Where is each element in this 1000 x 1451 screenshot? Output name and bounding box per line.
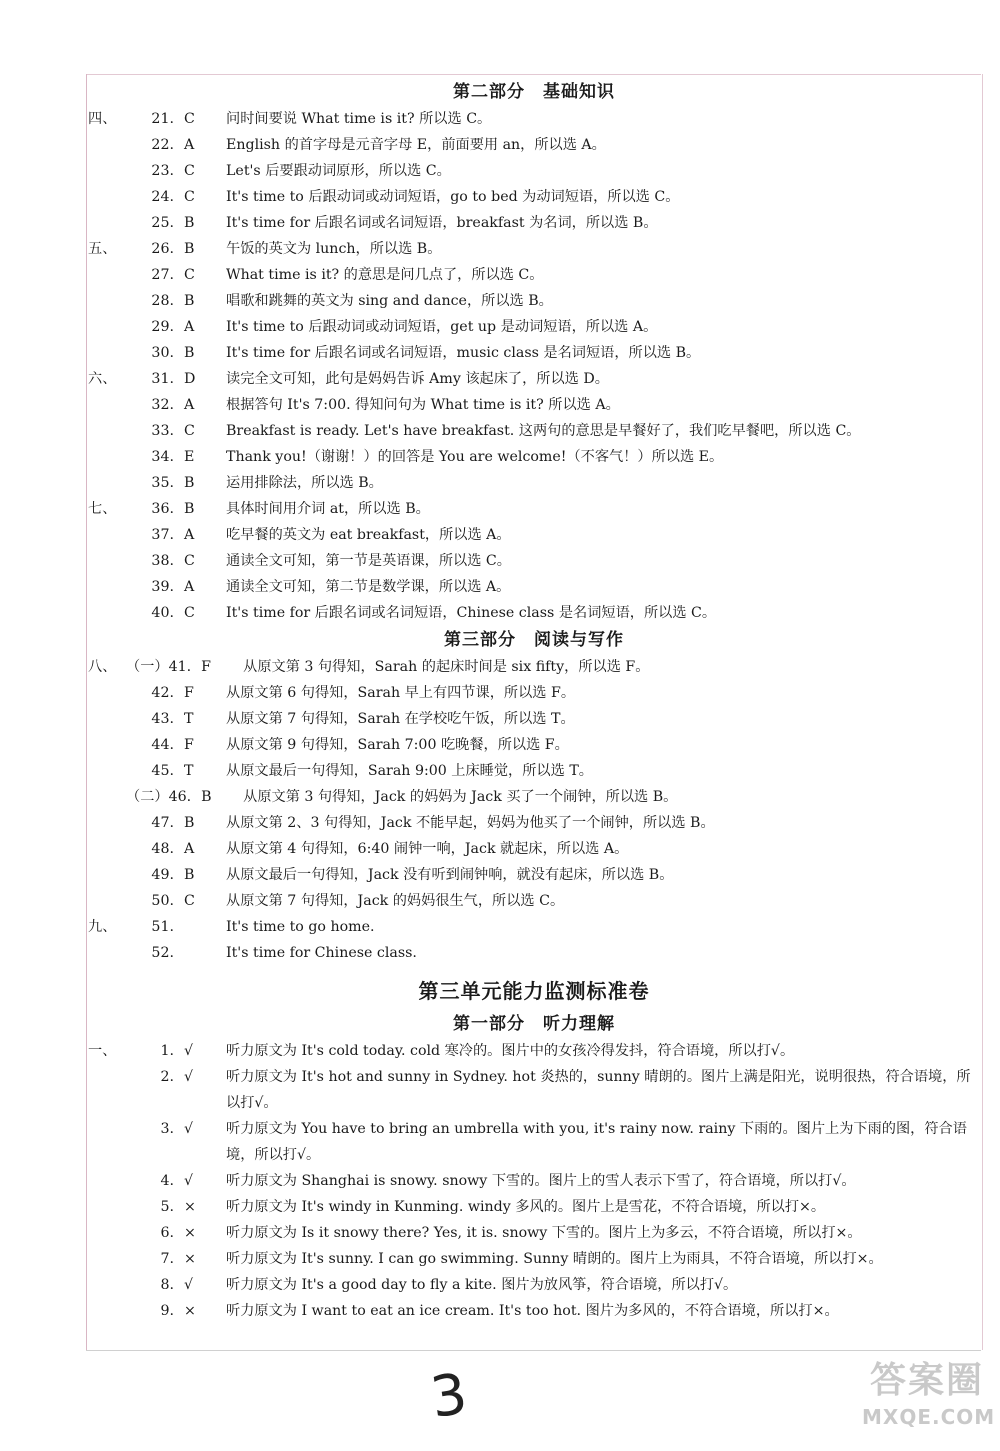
answer-row (88, 1168, 980, 1194)
question-number: 28. (151, 293, 174, 309)
question-number: 35. (151, 475, 174, 491)
answer-letter: B (184, 867, 195, 883)
explanation-text: 从原文第 7 句得知，Sarah 在学校吃午饭，所以选 T。 (226, 711, 575, 727)
explanation-text: 从原文第 3 句得知，Jack 的妈妈为 Jack 买了一个闹钟，所以选 B。 (243, 789, 678, 805)
section-label: 六、 (88, 371, 117, 387)
answer-row (88, 262, 980, 288)
answer-letter: F (184, 685, 194, 701)
answer-letter: C (184, 605, 195, 621)
question-number: 6. (160, 1225, 174, 1241)
answer-row (88, 1038, 980, 1064)
question-number: 26. (151, 241, 174, 257)
answer-row (88, 810, 980, 836)
answer-letter: × (184, 1199, 196, 1215)
answer-row (88, 366, 980, 392)
answer-letter: A (184, 397, 195, 413)
watermark-url: MXQE.COM (862, 1405, 996, 1429)
question-number: 24. (151, 189, 174, 205)
explanation-text: 听力原文为 You have to bring an umbrella with you, it's rainy now. rainy 下雨的。图片上为下雨的图，符合语境，所以打√。 (226, 1121, 967, 1163)
answer-row (88, 1272, 980, 1298)
answer-letter: B (184, 501, 195, 517)
question-number: 34. (151, 449, 174, 465)
answer-content (88, 78, 980, 1324)
question-number: 22. (151, 137, 174, 153)
watermark-logo (862, 1357, 996, 1443)
question-number: 43. (151, 711, 174, 727)
question-number: 51. (151, 919, 174, 935)
explanation-text: English 的首字母是元音字母 E，前面要用 an，所以选 A。 (226, 137, 606, 153)
question-number: 44. (151, 737, 174, 753)
answer-letter: A (184, 137, 195, 153)
question-number: 52. (151, 945, 174, 961)
question-number: 36. (151, 501, 174, 517)
answer-letter: E (184, 449, 195, 465)
answer-row (88, 940, 980, 966)
answer-row (88, 1116, 980, 1168)
watermark-text: 答案圈 (869, 1360, 984, 1401)
answer-row (88, 1298, 980, 1324)
answer-row (88, 914, 980, 940)
page-number: 3 (426, 1361, 472, 1431)
answer-letter: T (184, 763, 194, 779)
explanation-text: 听力原文为 It's sunny. I can go swimming. Sunny 晴朗的。图片上为雨具，不符合语境，所以打×。 (226, 1251, 883, 1267)
question-number: 8. (160, 1277, 174, 1293)
question-number: 42. (151, 685, 174, 701)
answer-letter: B (184, 293, 195, 309)
answer-row (88, 132, 980, 158)
answer-row (88, 340, 980, 366)
answer-letter: × (184, 1251, 196, 1267)
section-label: 五、 (88, 241, 117, 257)
answer-row (88, 1246, 980, 1272)
answer-letter: √ (184, 1043, 194, 1059)
answer-letter: T (184, 711, 194, 727)
answer-row (88, 522, 980, 548)
explanation-text: 从原文第 4 句得知，6:40 闹钟一响，Jack 就起床，所以选 A。 (226, 841, 629, 857)
question-number: 32. (151, 397, 174, 413)
question-number: 9. (160, 1303, 174, 1319)
answer-row (88, 106, 980, 132)
answer-row (88, 418, 980, 444)
answer-row (88, 836, 980, 862)
explanation-text: 从原文第 3 句得知，Sarah 的起床时间是 six fifty，所以选 F。 (243, 659, 650, 675)
answer-row (88, 654, 980, 680)
answer-row (88, 184, 980, 210)
answer-row (88, 1220, 980, 1246)
question-number: 31. (151, 371, 174, 387)
answer-letter: C (184, 553, 195, 569)
answer-row (88, 600, 980, 626)
answer-letter: A (184, 841, 195, 857)
section-label: 一、 (88, 1043, 117, 1059)
explanation-text: 从原文第 6 句得知，Sarah 早上有四节课，所以选 F。 (226, 685, 576, 701)
explanation-text: It's time to 后跟动词或动词短语，get up 是动词短语，所以选 A。 (226, 319, 658, 335)
section-label: 四、 (88, 111, 117, 127)
question-number: 27. (151, 267, 174, 283)
answer-row (88, 1064, 980, 1116)
answer-row (88, 288, 980, 314)
question-number: 38. (151, 553, 174, 569)
section-heading: 第三部分 阅读与写作 (444, 630, 624, 650)
explanation-text: 听力原文为 It's windy in Kunming. windy 多风的。图片上是雪花，不符合语境，所以打×。 (226, 1199, 826, 1215)
explanation-text: 根据答句 It's 7:00. 得知问句为 What time is it? 所以选 A。 (226, 397, 620, 413)
answer-row (88, 888, 980, 914)
question-number: 45. (151, 763, 174, 779)
answer-row (88, 314, 980, 340)
explanation-text: 通读全文可知，第一节是英语课，所以选 C。 (226, 553, 511, 569)
section-heading: 第二部分 基础知识 (453, 82, 615, 102)
explanation-text: 听力原文为 Shanghai is snowy. snowy 下雪的。图片上的雪人表示下雪了，符合语境，所以打√。 (226, 1173, 856, 1189)
question-number: 48. (151, 841, 174, 857)
answer-row (88, 680, 980, 706)
answer-row (88, 158, 980, 184)
answer-letter: B (184, 241, 195, 257)
answer-row (88, 496, 980, 522)
answer-letter: B (201, 789, 212, 805)
question-number: 50. (151, 893, 174, 909)
question-number: 3. (160, 1121, 174, 1137)
answer-row (88, 732, 980, 758)
question-number: 37. (151, 527, 174, 543)
explanation-text: 午饭的英文为 lunch，所以选 B。 (226, 241, 442, 257)
answer-letter: B (184, 815, 195, 831)
question-number: 47. (151, 815, 174, 831)
explanation-text: What time is it? 的意思是问几点了，所以选 C。 (226, 267, 544, 283)
question-number: （二）46. (126, 789, 192, 805)
answer-letter: × (184, 1303, 196, 1319)
section-label: 九、 (88, 919, 117, 935)
explanation-text: 听力原文为 It's hot and sunny in Sydney. hot 炎热的，sunny 晴朗的。图片上满是阳光，说明很热，符合语境，所以打√。 (226, 1069, 971, 1111)
answer-row (88, 444, 980, 470)
answer-row (88, 706, 980, 732)
answer-letter: × (184, 1225, 196, 1241)
answer-letter: C (184, 111, 195, 127)
question-number: 40. (151, 605, 174, 621)
answer-row (88, 784, 980, 810)
answer-row (88, 210, 980, 236)
answer-row (88, 862, 980, 888)
explanation-text: 问时间要说 What time is it? 所以选 C。 (226, 111, 492, 127)
explanation-text: It's time for 后跟名词或名词短语，music class 是名词短语，所以选 B。 (226, 345, 701, 361)
answer-letter: B (184, 475, 195, 491)
answer-letter: F (201, 659, 211, 675)
explanation-text: 通读全文可知，第二节是数学课，所以选 A。 (226, 579, 511, 595)
answer-letter: A (184, 579, 195, 595)
answer-letter: √ (184, 1121, 194, 1137)
answer-letter: D (184, 371, 196, 387)
question-number: 4. (160, 1173, 174, 1189)
page-frame-bottom (86, 1350, 981, 1351)
explanation-text: It's time for 后跟名词或名词短语，breakfast 为名词，所以选 B。 (226, 215, 658, 231)
answer-letter: √ (184, 1173, 194, 1189)
section-label: 七、 (88, 501, 117, 517)
section-label: 八、 (88, 659, 117, 675)
explanation-text: Let's 后要跟动词原形，所以选 C。 (226, 163, 451, 179)
question-number: 49. (151, 867, 174, 883)
explanation-text: 从原文最后一句得知，Sarah 9:00 上床睡觉，所以选 T。 (226, 763, 593, 779)
question-number: 33. (151, 423, 174, 439)
answer-letter: B (184, 215, 195, 231)
question-number: 23. (151, 163, 174, 179)
explanation-text: 听力原文为 It's cold today. cold 寒冷的。图片中的女孩冷得发抖，符合语境，所以打√。 (226, 1043, 795, 1059)
question-number: 7. (160, 1251, 174, 1267)
explanation-text: It's time to go home. (226, 919, 375, 935)
answer-letter: C (184, 189, 195, 205)
section-heading: 第一部分 听力理解 (453, 1014, 615, 1034)
answer-letter: B (184, 345, 195, 361)
answer-letter: √ (184, 1069, 194, 1085)
answer-letter: C (184, 893, 195, 909)
explanation-text: 听力原文为 I want to eat an ice cream. It's too hot. 图片为多风的，不符合语境，所以打×。 (226, 1303, 839, 1319)
answer-row (88, 758, 980, 784)
answer-letter: F (184, 737, 194, 753)
explanation-text: 从原文最后一句得知，Jack 没有听到闹钟响，就没有起床，所以选 B。 (226, 867, 674, 883)
answer-letter: C (184, 163, 195, 179)
answer-letter: A (184, 527, 195, 543)
answer-letter: A (184, 319, 195, 335)
question-number: 2. (160, 1069, 174, 1085)
explanation-text: 从原文第 2、3 句得知，Jack 不能早起，妈妈为他买了一个闹钟，所以选 B。 (226, 815, 715, 831)
answer-letter: C (184, 423, 195, 439)
explanation-text: It's time to 后跟动词或动词短语，go to bed 为动词短语，所以选 C。 (226, 189, 680, 205)
answer-row (88, 548, 980, 574)
answer-letter: C (184, 267, 195, 283)
question-number: 1. (160, 1043, 174, 1059)
question-number: 39. (151, 579, 174, 595)
question-number: 30. (151, 345, 174, 361)
question-number: 29. (151, 319, 174, 335)
explanation-text: Breakfast is ready. Let's have breakfast. 这两句的意思是早餐好了，我们吃早餐吧，所以选 C。 (226, 423, 861, 439)
explanation-text: Thank you!（谢谢！）的回答是 You are welcome!（不客气！）所以选 E。 (226, 449, 724, 465)
answer-letter: √ (184, 1277, 194, 1293)
explanation-text: 唱歌和跳舞的英文为 sing and dance，所以选 B。 (226, 293, 553, 309)
answer-row (88, 236, 980, 262)
explanation-text: It's time for Chinese class. (226, 945, 417, 961)
question-number: 25. (151, 215, 174, 231)
explanation-text: It's time for 后跟名词或名词短语，Chinese class 是名词短语，所以选 C。 (226, 605, 717, 621)
question-number: 21. (151, 111, 174, 127)
answer-row (88, 470, 980, 496)
question-number: 5. (160, 1199, 174, 1215)
question-number: （一）41. (126, 659, 192, 675)
unit-title: 第三单元能力监测标准卷 (418, 979, 650, 1003)
explanation-text: 读完全文可知，此句是妈妈告诉 Amy 该起床了，所以选 D。 (226, 371, 609, 387)
explanation-text: 具体时间用介词 at，所以选 B。 (226, 501, 430, 517)
explanation-text: 从原文第 7 句得知，Jack 的妈妈很生气，所以选 C。 (226, 893, 565, 909)
explanation-text: 吃早餐的英文为 eat breakfast，所以选 A。 (226, 527, 511, 543)
explanation-text: 运用排除法，所以选 B。 (226, 475, 383, 491)
answer-row (88, 1194, 980, 1220)
answer-row (88, 392, 980, 418)
explanation-text: 听力原文为 Is it snowy there? Yes, it is. snowy 下雪的。图片上为多云，不符合语境，所以打×。 (226, 1225, 862, 1241)
explanation-text: 从原文第 9 句得知，Sarah 7:00 吃晚餐，所以选 F。 (226, 737, 569, 753)
explanation-text: 听力原文为 It's a good day to fly a kite. 图片为放风筝，符合语境，所以打√。 (226, 1277, 738, 1293)
answer-row (88, 574, 980, 600)
